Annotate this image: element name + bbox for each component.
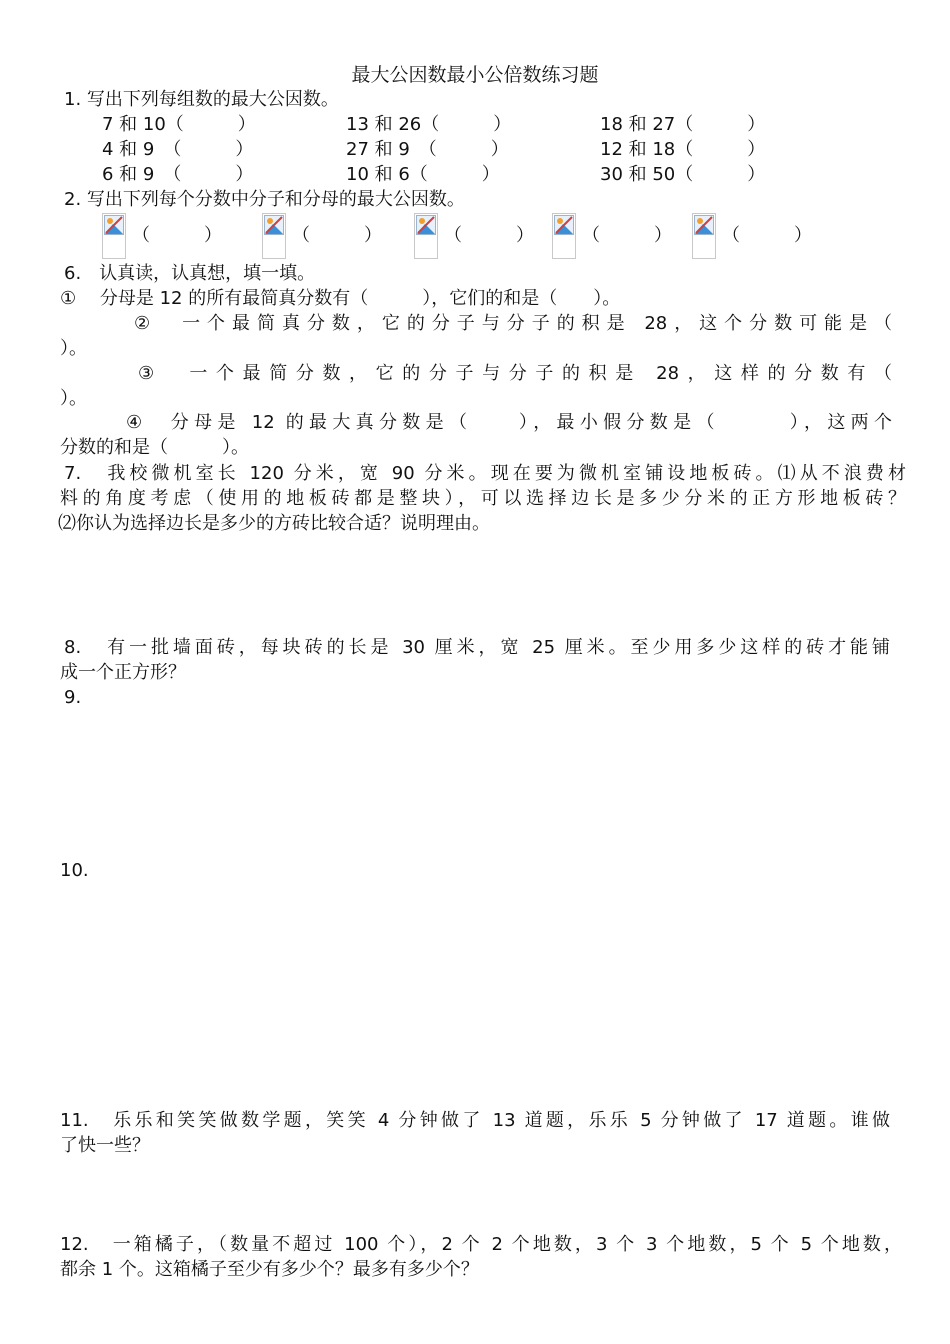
- q6-prompt: 6. 认真读，认真想，填一填。: [64, 263, 316, 284]
- q6-item-4: ④ 分母是 12 的最大真分数是（ ），最小假分数是（ ），这两个: [126, 412, 892, 433]
- q9-label: 9.: [64, 687, 82, 708]
- q1-cell: 18 和 27（ ）: [600, 114, 766, 135]
- q1-cell: 6 和 9 （ ）: [102, 164, 254, 185]
- q11-line: 11. 乐乐和笑笑做数学题，笑笑 4 分钟做了 13 道题，乐乐 5 分钟做了 17 道题。谁做: [60, 1110, 890, 1131]
- q2-prompt: 2. 写出下列每个分数中分子和分母的最大公因数。: [64, 189, 465, 210]
- broken-image-icon: [692, 213, 716, 259]
- broken-image-icon: [552, 213, 576, 259]
- q12-line: 12. 一箱橘子，（数量不超过 100 个），2 个 2 个地数，3 个 3 个地数，5 个 5 个地数，: [60, 1234, 902, 1255]
- q1-cell: 13 和 26（ ）: [346, 114, 512, 135]
- broken-image-icon: [102, 213, 126, 259]
- q6-item-1: ① 分母是 12 的所有最简真分数有（ ），它们的和是（ ）。: [60, 288, 621, 309]
- q6-item-4-end: 分数的和是（ ）。: [60, 437, 249, 458]
- q2-blank: （ ）: [292, 225, 382, 246]
- q10-label: 10.: [60, 860, 89, 881]
- q8-line: 8. 有一批墙面砖，每块砖的长是 30 厘米，宽 25 厘米。至少用多少这样的砖才能铺: [64, 637, 890, 658]
- broken-image-icon: [414, 213, 438, 259]
- q1-prompt: 1. 写出下列每组数的最大公因数。: [64, 89, 339, 110]
- q2-blank: （ ）: [444, 225, 534, 246]
- q1-cell: 10 和 6（ ）: [346, 164, 500, 185]
- q11-line: 了快一些？: [60, 1135, 150, 1156]
- q7-line: 料的角度考虑（使用的地板砖都是整块），可以选择边长是多少分米的正方形地板砖？: [60, 488, 906, 509]
- q8-line: 成一个正方形？: [60, 662, 186, 683]
- q6-item-3: ③ 一个最简分数，它的分子与分子的积是 28，这样的分数有（: [138, 363, 892, 384]
- q7-line: 7. 我校微机室长 120 分米，宽 90 分米。现在要为微机室铺设地板砖。⑴从不浪费材: [64, 463, 906, 484]
- q1-cell: 27 和 9 （ ）: [346, 139, 509, 160]
- q7-line: ⑵你认为选择边长是多少的方砖比较合适？说明理由。: [58, 513, 490, 534]
- q1-cell: 4 和 9 （ ）: [102, 139, 254, 160]
- q6-item-3-end: ）。: [60, 388, 87, 409]
- q1-cell: 12 和 18（ ）: [600, 139, 766, 160]
- broken-image-icon: [262, 213, 286, 259]
- q6-item-2-end: ）。: [60, 338, 87, 359]
- q1-cell: 7 和 10（ ）: [102, 114, 256, 135]
- q2-blank: （ ）: [582, 225, 672, 246]
- q1-cell: 30 和 50（ ）: [600, 164, 766, 185]
- q12-line: 都余 1 个。这箱橘子至少有多少个？最多有多少个？: [60, 1259, 479, 1280]
- q2-blank: （ ）: [132, 225, 222, 246]
- page-title: 最大公因数最小公倍数练习题: [351, 64, 599, 86]
- q2-blank: （ ）: [722, 225, 812, 246]
- q6-item-2: ② 一个最简真分数，它的分子与分子的积是 28，这个分数可能是（: [134, 313, 892, 334]
